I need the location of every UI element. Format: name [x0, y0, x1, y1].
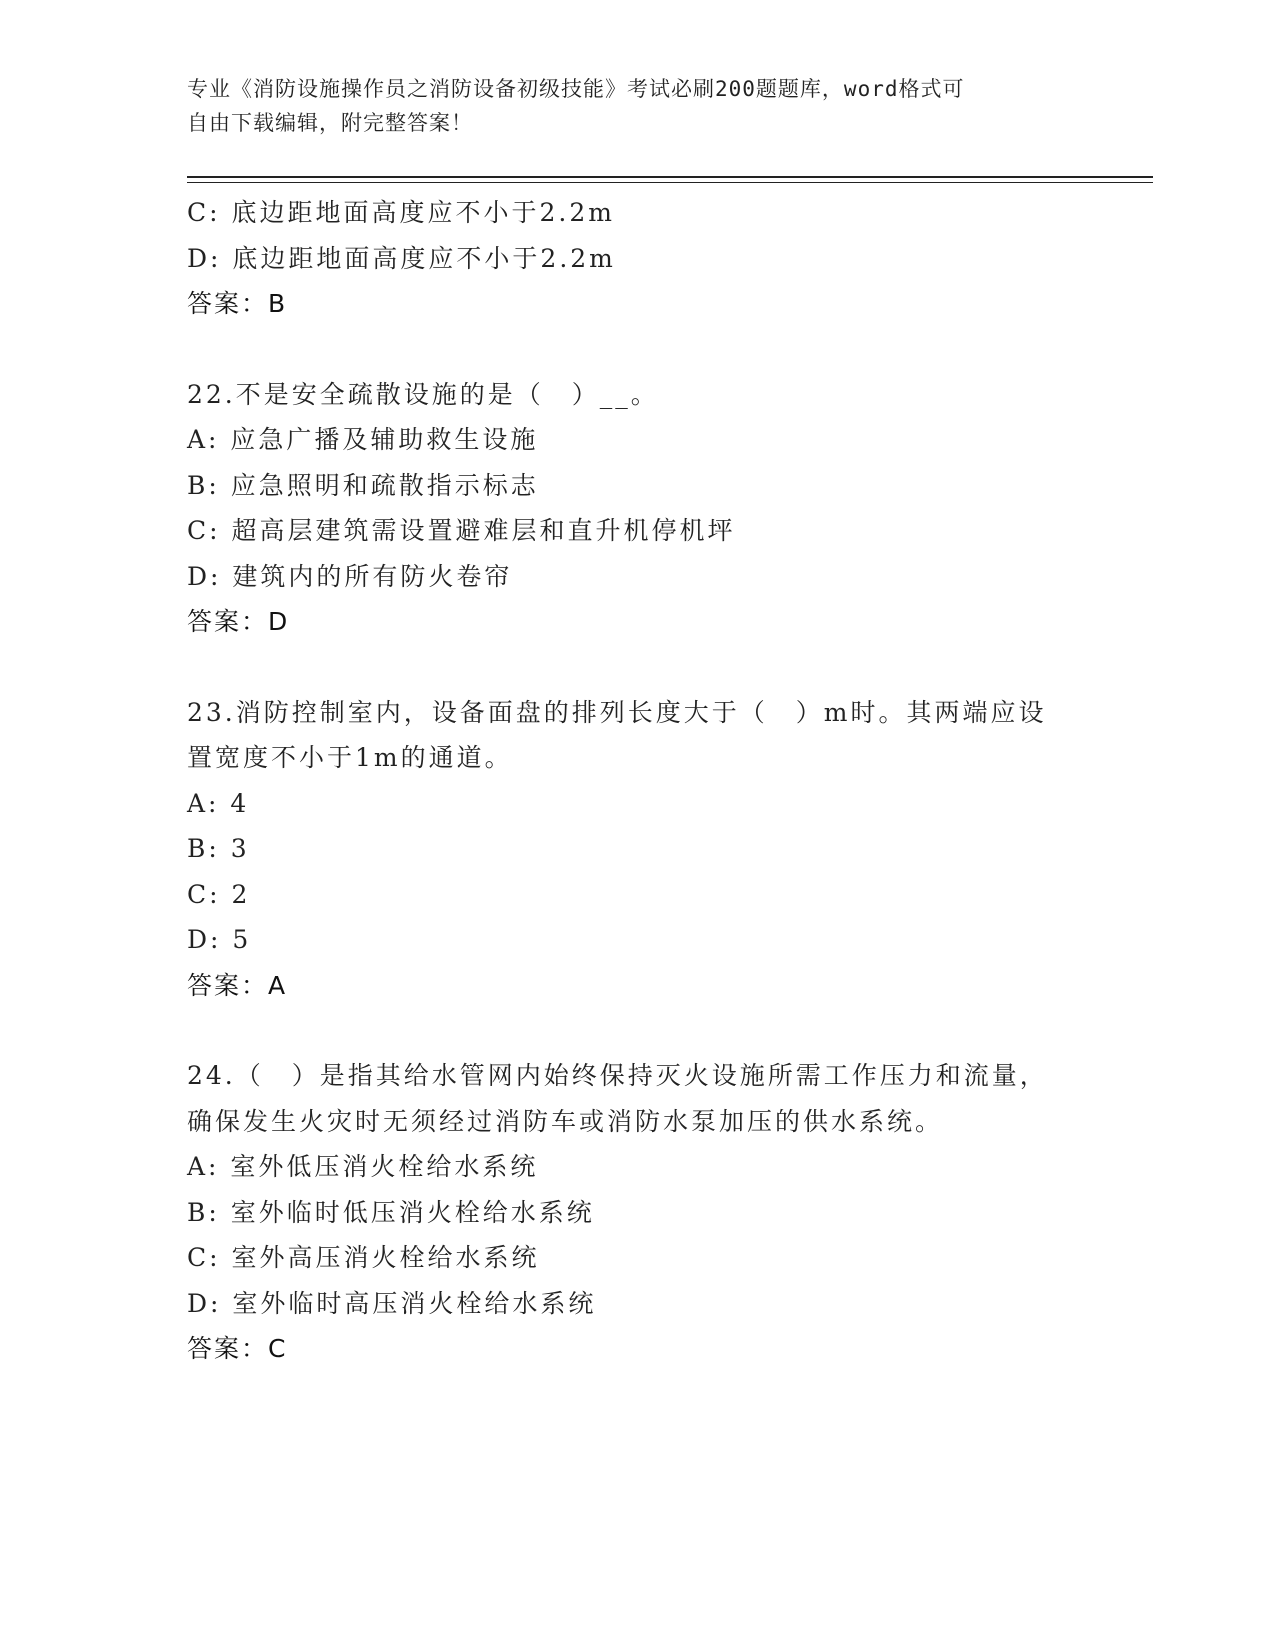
header-line-2: 自由下载编辑，附完整答案！ [187, 111, 473, 135]
question-stem-line-2: 置宽度不小于1m的通道。 [187, 743, 513, 772]
option-c: C: 室外高压消火栓给水系统 [187, 1243, 540, 1272]
document-header [187, 72, 1067, 140]
answer-line: 答案：D [187, 607, 290, 636]
question-block-24 [187, 1053, 1087, 1372]
answer-line: 答案：B [187, 289, 288, 318]
header-divider-thick [187, 176, 1153, 178]
question-block-23 [187, 690, 1087, 1009]
option-c: C: 2 [187, 879, 251, 909]
option-a: A: 应急广播及辅助救生设施 [187, 425, 539, 454]
option-c: C: 底边距地面高度应不小于2.2m [187, 198, 615, 227]
header-divider-thin [187, 182, 1153, 183]
option-b: B: 3 [187, 834, 250, 863]
question-block-continued [187, 190, 1087, 327]
question-stem-line-1: 24.（ ）是指其给水管网内始终保持灭火设施所需工作压力和流量， [187, 1061, 1048, 1090]
option-d: D: 底边距地面高度应不小于2.2m [187, 243, 616, 273]
question-stem: 22.不是安全疏散设施的是（ ）__。 [187, 379, 659, 409]
option-a: A: 4 [187, 788, 250, 818]
header-line-1: 专业《消防设施操作员之消防设备初级技能》考试必刷200题题库，word格式可 [187, 77, 965, 101]
option-b: B: 应急照明和疏散指示标志 [187, 470, 539, 500]
answer-line: 答案：A [187, 970, 288, 1000]
question-spacer [187, 1008, 1087, 1053]
option-d: D: 室外临时高压消火栓给水系统 [187, 1288, 597, 1318]
answer-line: 答案：C [187, 1334, 288, 1363]
option-c: C: 超高层建筑需设置避难层和直升机停机坪 [187, 516, 736, 545]
option-d: D: 5 [187, 925, 252, 954]
question-stem-line-2: 确保发生火灾时无须经过消防车或消防水泵加压的供水系统。 [187, 1106, 944, 1136]
option-b: B: 室外临时低压消火栓给水系统 [187, 1197, 595, 1227]
question-spacer [187, 645, 1087, 690]
question-spacer [187, 327, 1087, 372]
question-list [187, 190, 1087, 1372]
question-stem-line-1: 23.消防控制室内，设备面盘的排列长度大于（ ）m时。其两端应设 [187, 697, 1047, 727]
option-d: D: 建筑内的所有防火卷帘 [187, 561, 513, 591]
question-block-22 [187, 372, 1087, 645]
option-a: A: 室外低压消火栓给水系统 [187, 1152, 539, 1181]
